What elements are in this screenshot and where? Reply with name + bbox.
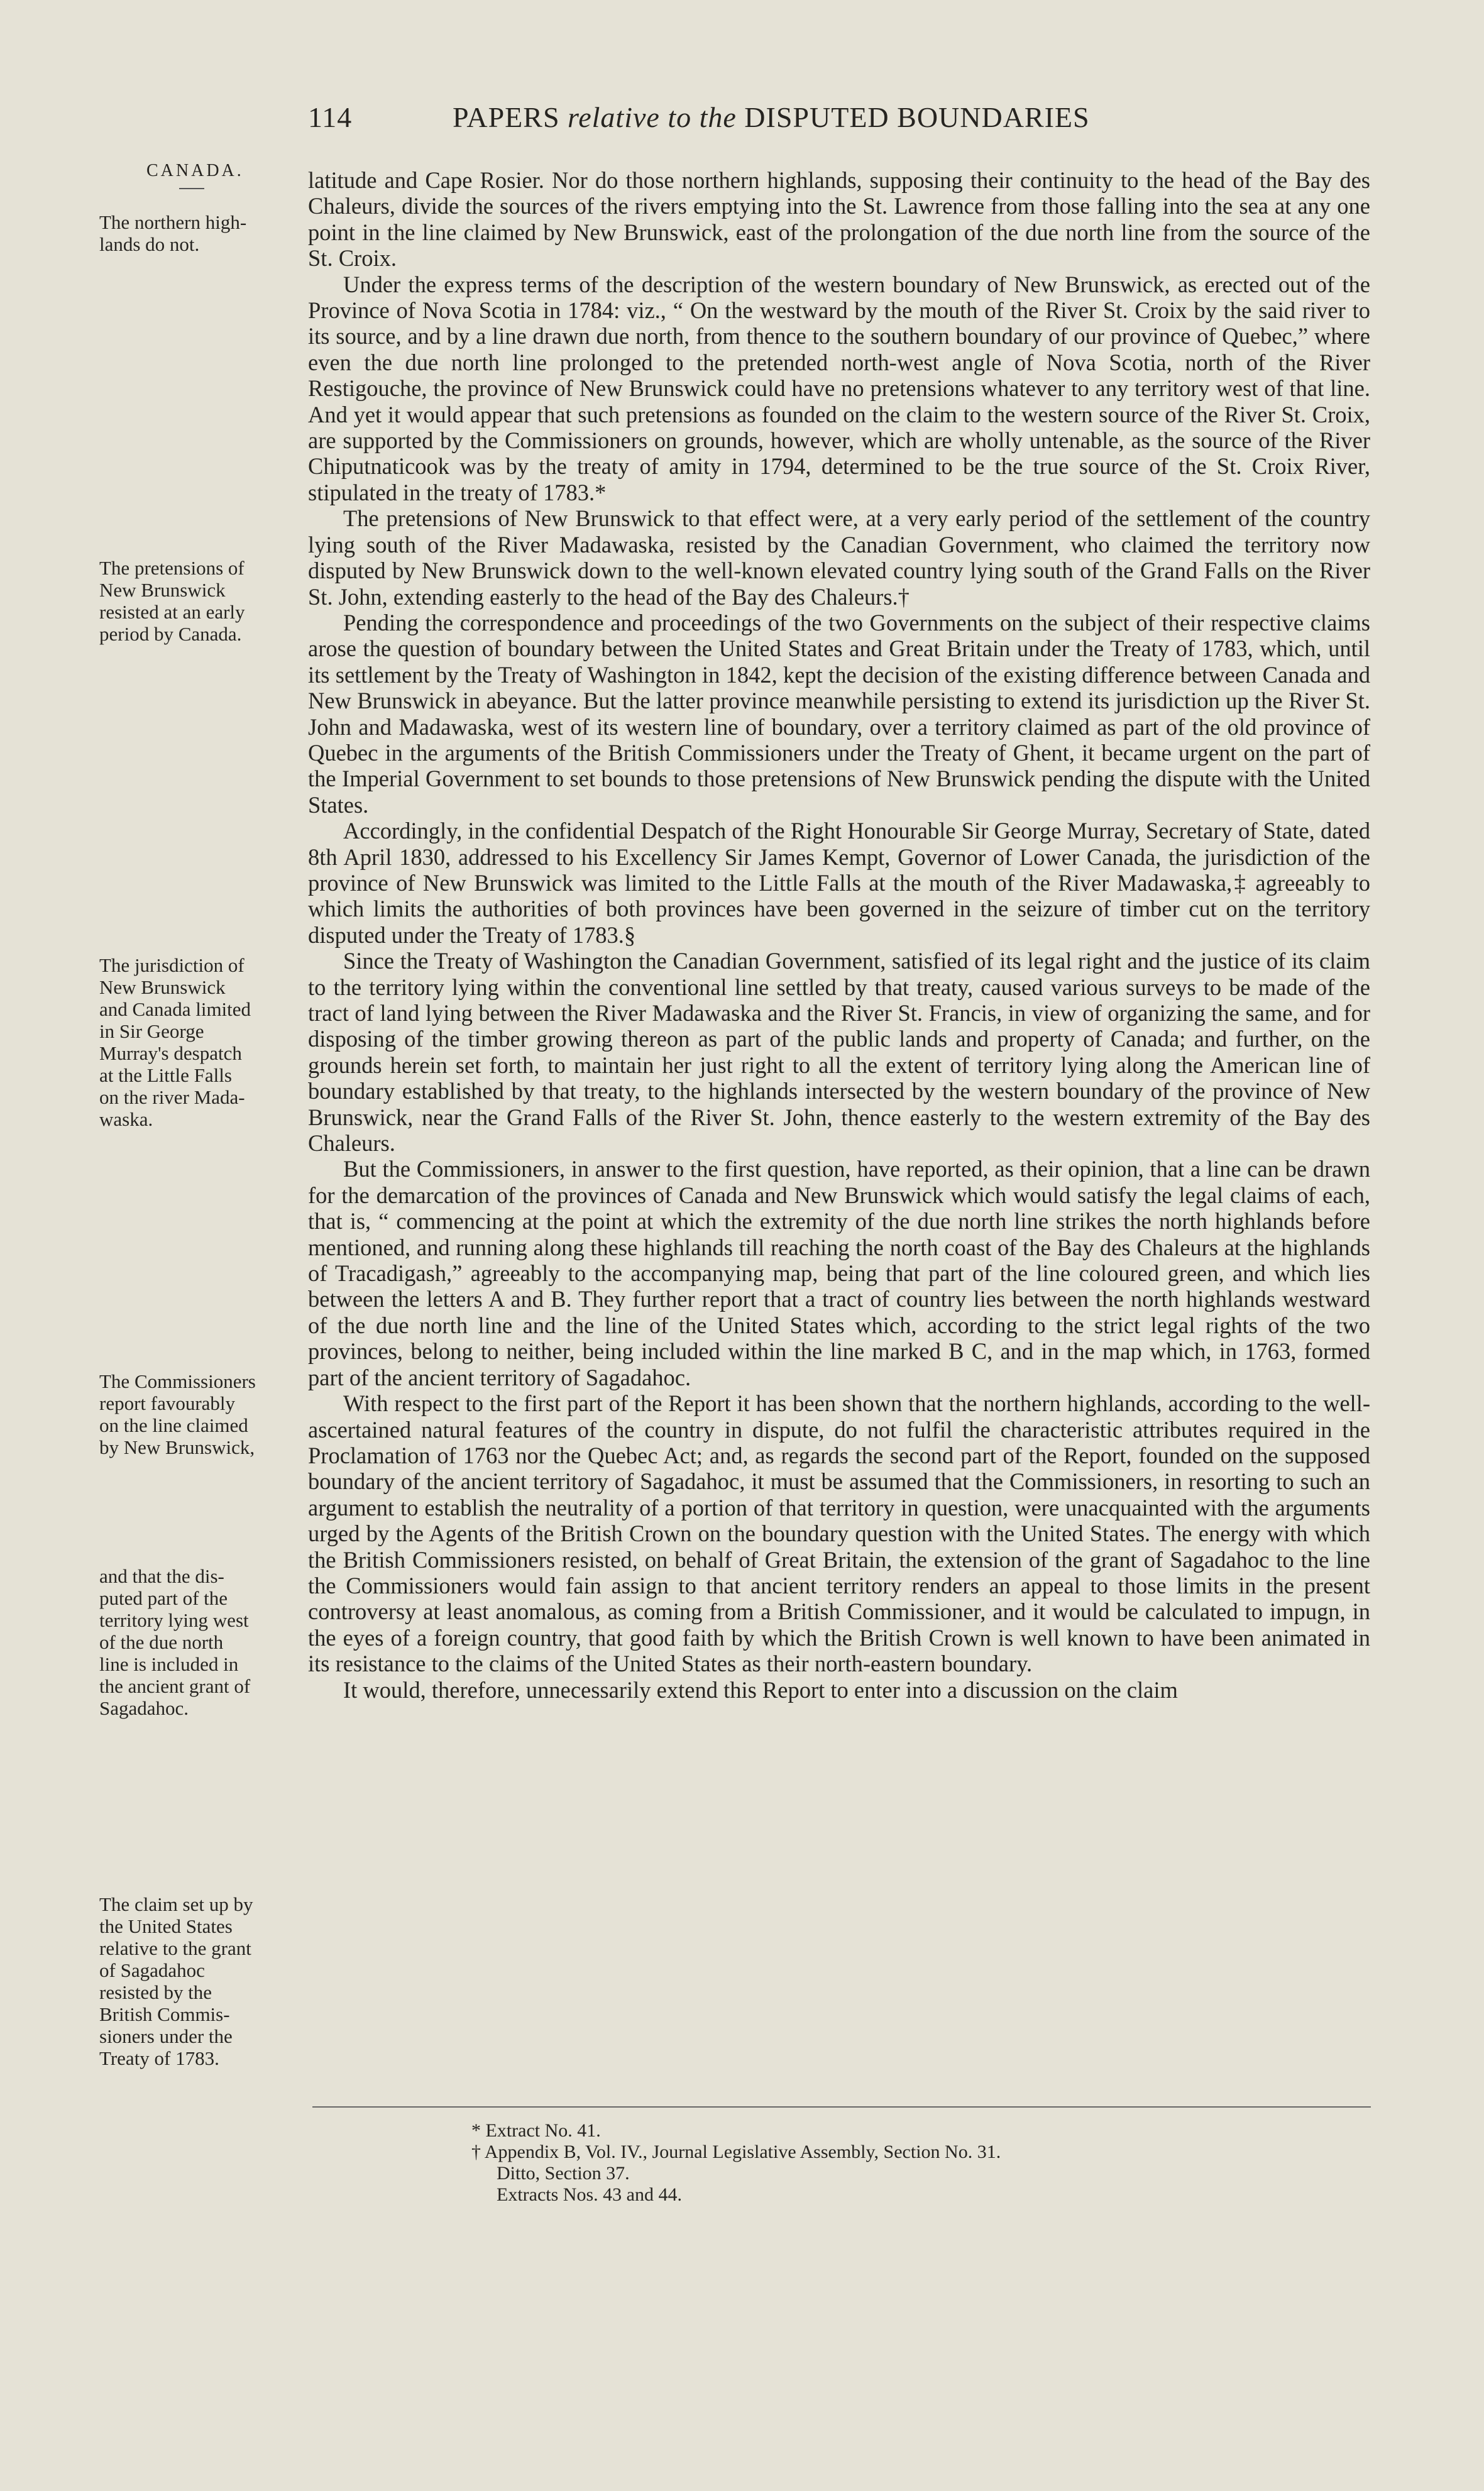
- margin-section-label: CANADA.: [99, 160, 307, 195]
- paragraph: The pretensions of New Brunswick to that effect were, at a very early period of the settlement of the country lying south of the River Madawaska, resisted by the Canadian Government, who claimed the territory now disputed by New Brunswick down to the well-known elevated country lying south of the Grand Falls on the River St. John, extending easterly to the head of the Bay des Chaleurs.†: [308, 505, 1370, 610]
- footnote: Extracts Nos. 43 and 44.: [497, 2184, 682, 2205]
- footnote: * Extract No. 41.: [471, 2120, 601, 2141]
- paragraph: But the Commissioners, in answer to the first question, have reported, as their opinion, that a line can be drawn for the demarcation of the provinces of Canada and New Brunswick which would satisfy the legal claims of each, that is, “ commencing at the point at which the extremity of the due north line strikes the north highlands before mentioned, and running along these highlands till reaching the north coast of the Bay des Chaleurs at the highlands of Tracadigash,” agreeably to the accompanying map, being that part of the line coloured green, and which lies between the letters A and B. They further report that a tract of country lies between the north highlands westward of the due north line and the line of the United States which, according to the strict legal rights of the two provinces, belong to neither, being included within the line marked B C, and in the map which, in 1763, formed part of the ancient territory of Sagadahoc.: [308, 1156, 1370, 1390]
- paragraph: Under the express terms of the description of the western boundary of New Brunswick, as erected out of the Province of Nova Scotia in 1784: viz., “ On the westward by the mouth of the River St. Croix by the said river to its source, and by a line drawn due north, from thence to the southern boundary of our province of Quebec,” where even the due north line prolonged to the pretended north-west angle of Nova Scotia, north of the River Restigouche, the province of New Brunswick could have no pretensions whatever to any territory west of that line. And yet it would appear that such pretensions as founded on the claim to the western source of the River St. Croix, are supported by the Commissioners on grounds, however, which are wholly untenable, as the source of the River Chiputnaticook was by the treaty of amity in 1794, determined to be the true source of the St. Croix River, stipulated in the treaty of 1783.*: [308, 271, 1370, 505]
- running-header: [308, 101, 1377, 134]
- margin-note: The northern high- lands do not.: [99, 211, 247, 255]
- margin-note: The jurisdiction of New Brunswick and Canada limited in Sir George Murray's despatch at the Little Falls on the river Mada- waska.: [99, 954, 251, 1130]
- footnote: † Appendix B, Vol. IV., Journal Legislative Assembly, Section No. 31.: [471, 2142, 1001, 2162]
- page-number: 114: [308, 101, 353, 133]
- margin-note: The claim set up by the United States relative to the grant of Sagadahoc resisted by the British Commis- sioners under the Treaty of 1783.: [99, 1893, 253, 2069]
- footnote-rule: [312, 2106, 1371, 2108]
- margin-note: The pretensions of New Brunswick resisted at an early period by Canada.: [99, 557, 245, 645]
- section-dash: [179, 188, 204, 189]
- paragraph: It would, therefore, unnecessarily extend this Report to enter into a discussion on the claim: [343, 1676, 1178, 1703]
- paragraph: Accordingly, in the confidential Despatch of the Right Honourable Sir George Murray, Secretary of State, dated 8th April 1830, addressed to his Excellency Sir James Kempt, Governor of Lower Canada, the jurisdiction of the province of New Brunswick was limited to the Little Falls at the mouth of the River Madawaska,‡ agreeably to which limits the authorities of both provinces have been governed in the seizure of timber cut on the territory disputed under the Treaty of 1783.§: [308, 818, 1370, 948]
- body-text: [308, 167, 1370, 1703]
- footnote: Ditto, Section 37.: [497, 2163, 630, 2184]
- paragraph: Since the Treaty of Washington the Canadian Government, satisfied of its legal right and the justice of its claim to the territory lying within the conventional line settled by that treaty, caused various surveys to be made of the tract of land lying between the River Madawaska and the River St. Francis, in view of organizing the same, and for disposing of the timber growing thereon as part of the public lands and property of Canada; and further, on the grounds herein set forth, to maintain her just right to all the extent of territory lying along the American line of boundary established by that treaty, to the highlands intersected by the western boundary of the province of New Brunswick, near the Grand Falls of the River St. John, thence easterly to the western extremity of the Bay des Chaleurs.: [308, 948, 1370, 1157]
- paragraph: latitude and Cape Rosier. Nor do those northern highlands, supposing their continuity to the head of the Bay des Chaleurs, divide the sources of the rivers emptying into the St. Lawrence from those falling into the sea at any one point in the line claimed by New Brunswick, east of the prolongation of the due north line from the source of the St. Croix.: [308, 167, 1370, 272]
- footnotes: [471, 2120, 1001, 2206]
- margin-note: and that the dis- puted part of the territory lying west of the due north line is included in the ancient grant of Sagadahoc.: [99, 1565, 251, 1719]
- paragraph: With respect to the first part of the Report it has been shown that the northern highlands, according to the well-ascertained natural features of the country in dispute, do not fulfil the characteristic attributes required in the Proclamation of 1763 nor the Quebec Act; and, as regards the second part of the Report, founded on the supposed boundary of the ancient territory of Sagadahoc, it must be assumed that the Commissioners, in resorting to such an argument to establish the neutrality of a portion of that territory in question, were unacquainted with the arguments urged by the Agents of the British Crown on the boundary question with the United States. The energy with which the British Commissioners resisted, on behalf of Great Britain, the extension of the grant of Sagadahoc to the line the Commissioners would fain assign to that ancient territory renders an appeal to those limits in the present controversy at least anomalous, as coming from a British Commissioner, and it would be calculated to impugn, in the eyes of a foreign country, that good faith by which the British Crown is well known to have been animated in its resistance to the claims of the United States as their north-eastern boundary.: [308, 1390, 1370, 1677]
- paragraph: Pending the correspondence and proceedings of the two Governments on the subject of their respective claims arose the question of boundary between the United States and Great Britain under the Treaty of 1783, which, until its settlement by the Treaty of Washington in 1842, kept the decision of the existing difference between Canada and New Brunswick in abeyance. But the latter province meanwhile persisting to extend its jurisdiction up the River St. John and Madawaska, west of its western line of boundary, over a territory claimed as part of the old province of Quebec in the arguments of the British Commissioners under the Treaty of Ghent, it became urgent on the part of the Imperial Government to set bounds to those pretensions of New Brunswick pending the dispute with the United States.: [308, 609, 1370, 818]
- margin-note: The Commissioners report favourably on the line claimed by New Brunswick,: [99, 1370, 256, 1458]
- running-title: PAPERS relative to the DISPUTED BOUNDARIES: [453, 101, 1090, 133]
